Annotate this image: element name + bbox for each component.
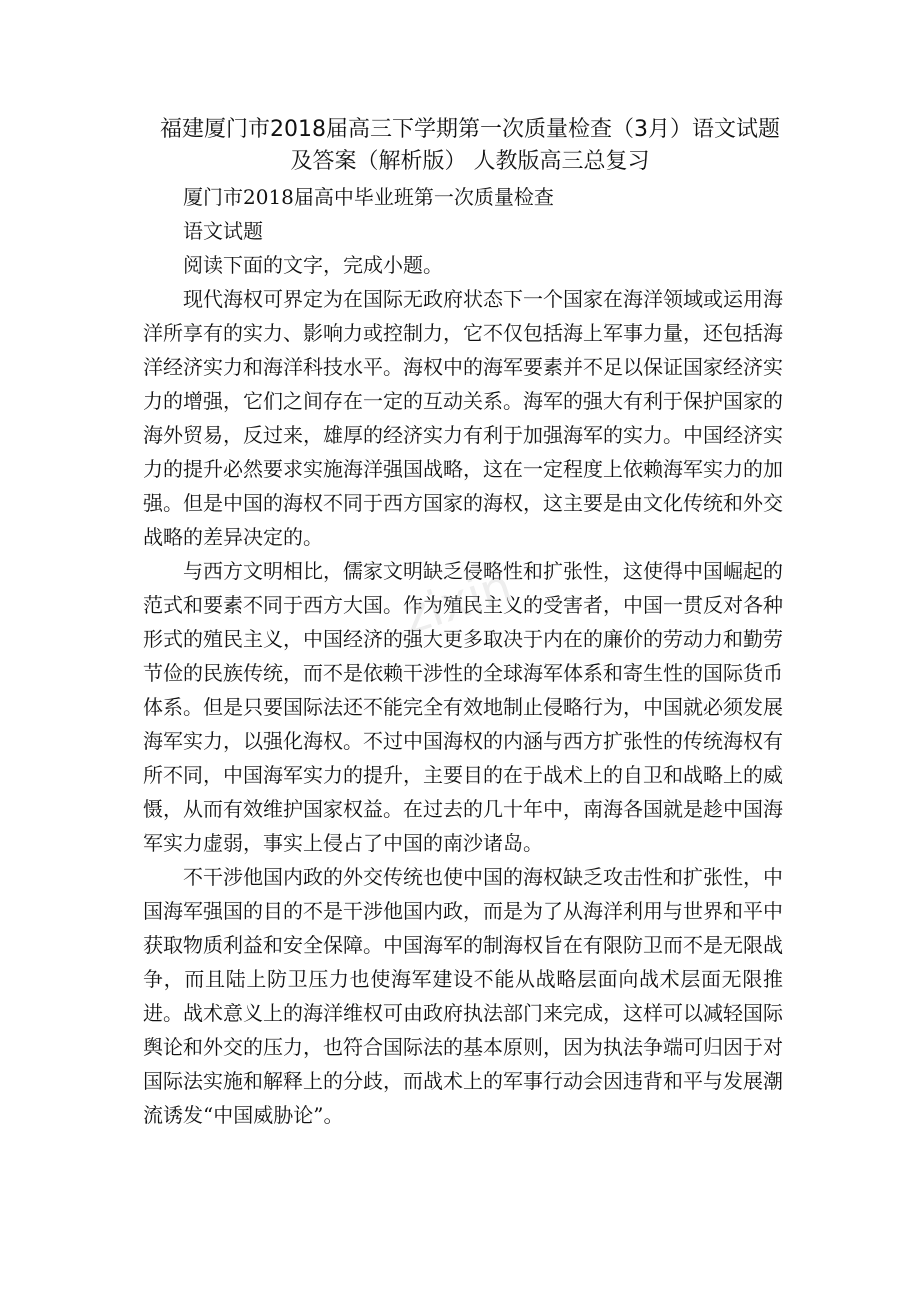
exam-subtitle: 厦门市2018届高中毕业班第一次质量检查 [183, 185, 554, 209]
paragraph-3: 不干涉他国内政的外交传统也使中国的海权缺乏攻击性和扩张性，中国海军强国的目的不是干涉他国内政，而是为了从海洋利用与世界和平中获取物质利益和安全保障。中国海军的制海权旨在有限防卫而不是无限战争，而且陆上防卫压力也使海军建设不能从战略层面向战术层面无限推进。战术意义上的海洋维权可由政府执法部门来完成，这样可以减轻国际舆论和外交的压力，也符合国际法的基本原则，因为执法争端可归因于对国际法实施和解释上的分歧，而战术上的军事行动会因违背和平与发展潮流诱发“中国威胁论”。 [143, 865, 783, 1127]
paragraph-2: 与西方文明相比，儒家文明缺乏侵略性和扩张性，这使得中国崛起的范式和要素不同于西方大国。作为殖民主义的受害者，中国一贯反对各种形式的殖民主义，中国经济的强大更多取决于内在的廉价的劳动力和勤劳节俭的民族传统，而不是依赖干涉性的全球海军体系和寄生性的国际货币体系。但是只要国际法还不能完全有效地制止侵略行为，中国就必须发展海军实力，以强化海权。不过中国海权的内涵与西方扩张性的传统海权有所不同，中国海军实力的提升，主要目的在于战术上的自卫和战略上的威慑，从而有效维护国家权益。在过去的几十年中，南海各国就是趁中国海军实力虚弱，事实上侵占了中国的南沙诸岛。 [143, 559, 783, 855]
document-body [143, 180, 783, 1132]
document-title: 福建厦门市2018届高三下学期第一次质量检查（3月）语文试题及答案（解析版） 人教版高三总复习 [160, 117, 780, 174]
exam-name: 语文试题 [183, 219, 263, 243]
reading-instruction: 阅读下面的文字，完成小题。 [183, 253, 443, 277]
watermark: zixin [396, 558, 519, 646]
paragraph-1: 现代海权可界定为在国际无政府状态下一个国家在海洋领域或运用海洋所享有的实力、影响力或控制力，它不仅包括海上军事力量，还包括海洋经济实力和海洋科技水平。海权中的海军要素并不足以保证国家经济实力的增强，它们之间存在一定的互动关系。海军的强大有利于保护国家的海外贸易，反过来，雄厚的经济实力有利于加强海军的实力。中国经济实力的提升必然要求实施海洋强国战略，这在一定程度上依赖海军实力的加强。但是中国的海权不同于西方国家的海权，这主要是由文化传统和外交战略的差异决定的。 [143, 287, 783, 549]
